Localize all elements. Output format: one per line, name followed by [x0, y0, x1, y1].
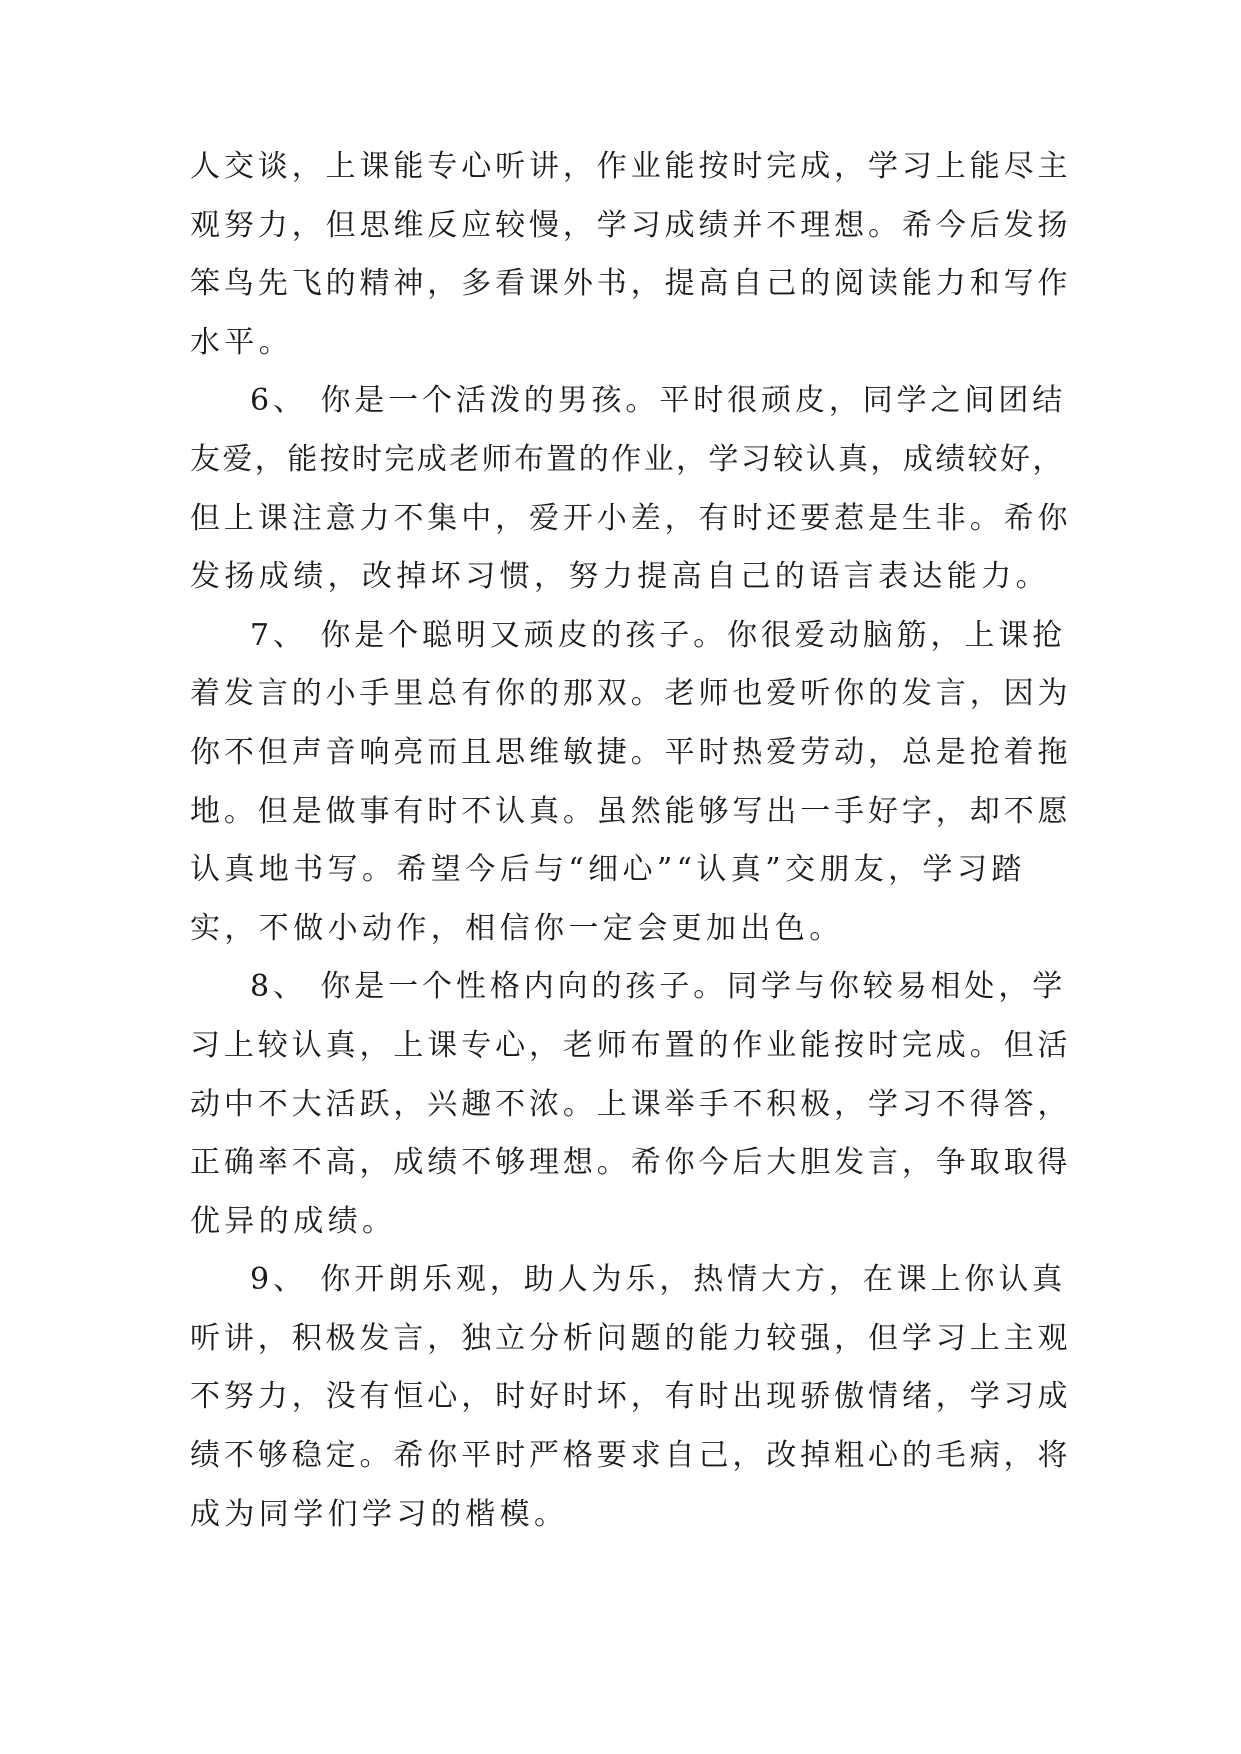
text-line: 你不但声音响亮而且思维敏捷。平时热爱劳动，总是抢着拖 — [190, 734, 1072, 770]
paragraph-7-first-line: 7、 你是个聪明又顽皮的孩子。你很爱动脑筋，上课抢 — [250, 617, 1067, 653]
text-line: 正确率不高，成绩不够理想。希你今后大胆发言，争取取得 — [190, 1145, 1072, 1181]
text-line: 优异的成绩。 — [190, 1203, 397, 1239]
paragraph-8-first-line: 8、 你是一个性格内向的孩子。同学与你较易相处，学 — [250, 969, 1067, 1005]
text-line: 友爱，能按时完成老师布置的作业，学习较认真，成绩较好， — [190, 441, 1065, 477]
paragraph-9-first-line: 9、 你开朗乐观，助人为乐，热情大方，在课上你认真 — [250, 1262, 1067, 1298]
text-line: 着发言的小手里总有你的那双。老师也爱听你的发言，因为 — [190, 676, 1072, 712]
text-line: 不努力，没有恒心，时好时坏，有时出现骄傲情绪，学习成 — [190, 1379, 1072, 1415]
text-line: 人交谈，上课能专心听讲，作业能按时完成，学习上能尽主 — [190, 149, 1072, 184]
paragraph-6-first-line: 6、 你是一个活泼的男孩。平时很顽皮，同学之间团结 — [250, 383, 1067, 419]
text-line: 实，不做小动作，相信你一定会更加出色。 — [190, 910, 844, 946]
text-line: 认真地书写。希望今后与“细心”“认真”交朋友，学习踏 — [190, 852, 1026, 888]
text-line: 观努力，但思维反应较慢，学习成绩并不理想。希今后发扬 — [190, 207, 1072, 243]
text-line: 绩不够稳定。希你平时严格要求自己，改掉粗心的毛病，将 — [190, 1438, 1072, 1474]
text-line: 习上较认真，上课专心，老师布置的作业能按时完成。但活 — [190, 1027, 1072, 1063]
text-line: 发扬成绩，改掉坏习惯，努力提高自己的语言表达能力。 — [190, 559, 1050, 595]
text-line: 笨鸟先飞的精神，多看课外书，提高自己的阅读能力和写作 — [190, 266, 1072, 302]
text-line: 动中不大活跃，兴趣不浓。上课举手不积极，学习不得答， — [190, 1086, 1072, 1122]
text-line: 成为同学们学习的楷模。 — [190, 1496, 569, 1532]
text-line: 但上课注意力不集中，爱开小差，有时还要惹是生非。希你 — [190, 500, 1072, 536]
text-line: 水平。 — [190, 324, 294, 360]
text-line: 听讲，积极发言，独立分析问题的能力较强，但学习上主观 — [190, 1320, 1072, 1356]
document-body — [190, 138, 1070, 1544]
text-line: 地。但是做事有时不认真。虽然能够写出一手好字，却不愿 — [190, 793, 1072, 829]
